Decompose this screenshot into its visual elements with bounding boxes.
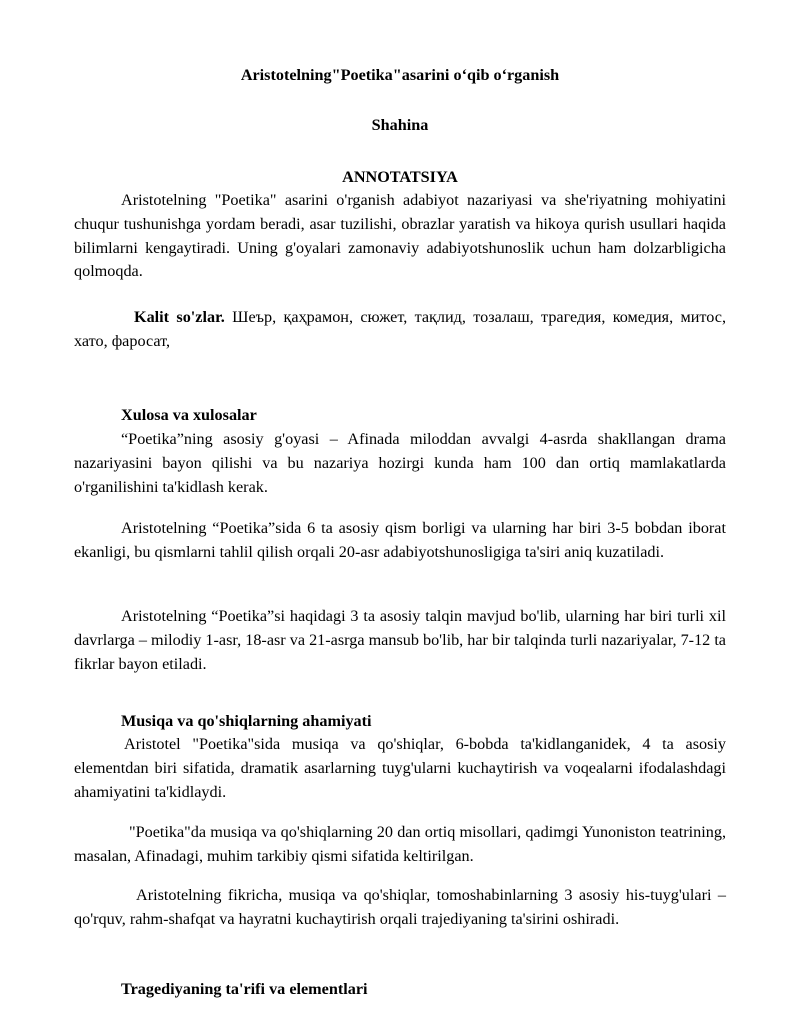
keywords-label: Kalit so'zlar. xyxy=(134,308,225,326)
music-paragraph: Aristotel "Poetika"sida musiqa va qo'shiqlar, 6-bobda ta'kidlanganidek, 4 ta asosiy elementdan biri sifatida, dramatik asarlarning tuyg'ularni kuchaytirish va voqealarni ifodalashdagi ahamiyatini ta'kidlaydi. xyxy=(74,735,726,801)
music-paragraph: "Poetika"da musiqa va qo'shiqlarning 20 dan ortiq misollari, qadimgi Yunoniston teatrining, masalan, Afinadagi, muhim tarkibiy qismi sifatida keltirilgan. xyxy=(74,823,726,865)
conclusions-paragraph: Aristotelning “Poetika”sida 6 ta asosiy qism borligi va ularning har biri 3-5 bobdan iborat ekanligi, bu qismlarni tahlil qilish orqali 20-asr adabiyotshunosligiga ta'siri aniq kuzatiladi. xyxy=(74,519,726,561)
conclusions-paragraph: “Poetika”ning asosiy g'oyasi – Afinada miloddan avvalgi 4-asrda shakllangan drama nazariyasini bayon qilishi va bu nazariya hozirgi kunda ham 100 dan ortiq mamlakatlarda o'rganilishini ta'kidlash kerak. xyxy=(74,430,726,496)
music-paragraph-3-block xyxy=(74,884,726,932)
document-title: Aristotelning"Poetika"asarini o‘qib o‘rganish xyxy=(240,66,560,84)
music-paragraph-1-block xyxy=(74,733,726,804)
annotation-heading: ANNOTATSIYA xyxy=(342,168,458,186)
music-paragraph: Aristotelning fikricha, musiqa va qo'shiqlar, tomoshabinlarning 3 asosiy his-tuyg'ulari – qo'rquv, rahm-shafqat va hayratni kuchaytirish orqali trajediyaning ta'sirini oshiradi. xyxy=(74,886,726,928)
annotation-block xyxy=(74,189,726,284)
keywords-paragraph xyxy=(74,306,726,354)
document-page xyxy=(74,0,726,1035)
document-author: Shahina xyxy=(371,116,429,134)
conclusions-paragraph: Aristotelning “Poetika”si haqidagi 3 ta asosiy talqin mavjud bo'lib, ularning har biri turli xil davrlarga – milodiy 1-asr, 18-asr va 21-asrga mansub bo'lib, har bir talqinda turli nazariyalar, 7-12 ta fikrlar bayon etiladi. xyxy=(74,607,726,673)
keywords-block xyxy=(74,306,726,354)
keywords-text: Шеър, қаҳрамон, сюжет, тақлид, тозалаш, трагедия, комедия, митос, хато, фаросат, xyxy=(74,308,726,350)
annotation-paragraph: Aristotelning "Poetika" asarini o'rganish adabiyot nazariyasi va she'riyatning mohiyatini chuqur tushunishga yordam beradi, asar tuzilishi, obrazlar yaratish va hikoya qurish usullari haqida bilimlarni kengaytiradi. Uning g'oyalari zamonaviy adabiyotshunoslik uchun ham dolzarbligicha qolmoqda. xyxy=(74,191,726,281)
conclusions-paragraph-1-block xyxy=(74,428,726,499)
section-heading-tragedy: Tragediyaning ta'rifi va elementlari xyxy=(121,980,368,998)
music-paragraph-2-block xyxy=(74,821,726,869)
conclusions-paragraph-3-block xyxy=(74,605,726,676)
conclusions-paragraph-2-block xyxy=(74,517,726,565)
section-heading-music: Musiqa va qo'shiqlarning ahamiyati xyxy=(121,712,372,730)
section-heading-conclusions: Xulosa va xulosalar xyxy=(121,406,257,424)
